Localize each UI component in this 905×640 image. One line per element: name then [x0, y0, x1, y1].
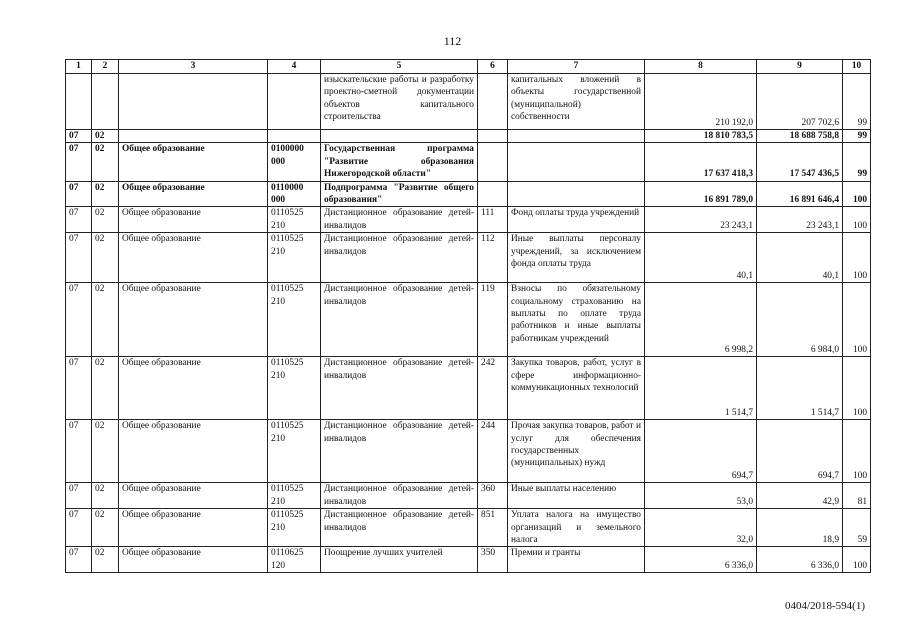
table-row: [66, 74, 871, 130]
table-row: [66, 207, 871, 233]
approved-amount-cell: 1 514,7: [645, 357, 757, 420]
table-row: [66, 181, 871, 207]
subsection-cell: 02: [92, 130, 119, 143]
expense-type-name-cell: Иные выплаты населению: [508, 483, 645, 509]
column-header: 8: [645, 60, 757, 74]
approved-amount-cell: 17 637 418,3: [645, 143, 757, 181]
table-row: [66, 357, 871, 420]
percent-cell: 100: [843, 283, 871, 357]
table-row: [66, 483, 871, 509]
executed-amount-cell: 23 243,1: [757, 207, 843, 233]
expense-type-cell: [478, 130, 508, 143]
section-name-cell: Общее образование: [119, 509, 268, 547]
section-name-cell: [119, 74, 268, 130]
expense-type-cell: 111: [478, 207, 508, 233]
article-name-cell: Дистанционное образование детей-инвалидов: [321, 283, 478, 357]
table-row: [66, 233, 871, 283]
column-header: 7: [508, 60, 645, 74]
article-name-cell: Государственная программа "Развитие образования Нижегородской области": [321, 143, 478, 181]
expense-type-name-cell: [508, 143, 645, 181]
section-name-cell: Общее образование: [119, 143, 268, 181]
expense-type-cell: 851: [478, 509, 508, 547]
expense-type-cell: [478, 181, 508, 207]
approved-amount-cell: 40,1: [645, 233, 757, 283]
approved-amount-cell: 23 243,1: [645, 207, 757, 233]
section-cell: 07: [66, 283, 92, 357]
column-header: 3: [119, 60, 268, 74]
subsection-cell: 02: [92, 207, 119, 233]
subsection-cell: 02: [92, 357, 119, 420]
article-name-cell: [321, 130, 478, 143]
expense-type-cell: 119: [478, 283, 508, 357]
section-name-cell: Общее образование: [119, 233, 268, 283]
executed-amount-cell: 694,7: [757, 420, 843, 483]
target-article-cell: 0110000 000: [268, 181, 321, 207]
percent-cell: 100: [843, 420, 871, 483]
table-header-row: [66, 60, 871, 74]
section-cell: 07: [66, 207, 92, 233]
target-article-cell: 0110525 210: [268, 420, 321, 483]
executed-amount-cell: 6 984,0: [757, 283, 843, 357]
expense-type-cell: [478, 74, 508, 130]
column-header: 10: [843, 60, 871, 74]
executed-amount-cell: 1 514,7: [757, 357, 843, 420]
expense-type-cell: 242: [478, 357, 508, 420]
percent-cell: 59: [843, 509, 871, 547]
article-name-cell: Дистанционное образование детей-инвалидов: [321, 357, 478, 420]
executed-amount-cell: 18,9: [757, 509, 843, 547]
approved-amount-cell: 210 192,0: [645, 74, 757, 130]
article-name-cell: Дистанционное образование детей-инвалидов: [321, 509, 478, 547]
target-article-cell: 0110525 210: [268, 283, 321, 357]
percent-cell: 99: [843, 143, 871, 181]
subsection-cell: 02: [92, 420, 119, 483]
page-number: 112: [443, 34, 462, 48]
article-name-cell: Подпрограмма "Развитие общего образования": [321, 181, 478, 207]
column-header: 9: [757, 60, 843, 74]
expense-type-cell: 350: [478, 547, 508, 573]
expense-type-name-cell: Прочая закупка товаров, работ и услуг для обеспечения государственных (муниципальных) нужд: [508, 420, 645, 483]
section-cell: 07: [66, 357, 92, 420]
target-article-cell: 0110525 210: [268, 357, 321, 420]
percent-cell: 99: [843, 130, 871, 143]
subsection-cell: 02: [92, 143, 119, 181]
target-article-cell: 0100000 000: [268, 143, 321, 181]
table-row: [66, 420, 871, 483]
approved-amount-cell: 18 810 783,5: [645, 130, 757, 143]
table-row: [66, 143, 871, 181]
expense-type-cell: 360: [478, 483, 508, 509]
approved-amount-cell: 16 891 789,0: [645, 181, 757, 207]
target-article-cell: [268, 130, 321, 143]
approved-amount-cell: 32,0: [645, 509, 757, 547]
executed-amount-cell: 18 688 758,8: [757, 130, 843, 143]
percent-cell: 99: [843, 74, 871, 130]
article-name-cell: Дистанционное образование детей-инвалидов: [321, 233, 478, 283]
approved-amount-cell: 6 336,0: [645, 547, 757, 573]
table-row: [66, 547, 871, 573]
section-cell: 07: [66, 130, 92, 143]
expense-type-name-cell: Фонд оплаты труда учреждений: [508, 207, 645, 233]
approved-amount-cell: 53,0: [645, 483, 757, 509]
section-cell: [66, 74, 92, 130]
article-name-cell: Дистанционное образование детей-инвалидов: [321, 483, 478, 509]
target-article-cell: 0110525 210: [268, 509, 321, 547]
column-header: 2: [92, 60, 119, 74]
target-article-cell: [268, 74, 321, 130]
section-name-cell: Общее образование: [119, 283, 268, 357]
executed-amount-cell: 42,9: [757, 483, 843, 509]
percent-cell: 100: [843, 547, 871, 573]
section-cell: 07: [66, 233, 92, 283]
section-name-cell: [119, 130, 268, 143]
approved-amount-cell: 694,7: [645, 420, 757, 483]
executed-amount-cell: 16 891 646,4: [757, 181, 843, 207]
executed-amount-cell: 40,1: [757, 233, 843, 283]
approved-amount-cell: 6 998,2: [645, 283, 757, 357]
expense-type-name-cell: Премии и гранты: [508, 547, 645, 573]
article-name-cell: Дистанционное образование детей-инвалидов: [321, 207, 478, 233]
subsection-cell: 02: [92, 233, 119, 283]
expense-type-name-cell: [508, 181, 645, 207]
percent-cell: 100: [843, 357, 871, 420]
percent-cell: 81: [843, 483, 871, 509]
section-name-cell: Общее образование: [119, 357, 268, 420]
subsection-cell: 02: [92, 547, 119, 573]
executed-amount-cell: 207 702,6: [757, 74, 843, 130]
subsection-cell: [92, 74, 119, 130]
table-row: [66, 130, 871, 143]
executed-amount-cell: 17 547 436,5: [757, 143, 843, 181]
expense-type-name-cell: Закупка товаров, работ, услуг в сфере информационно-коммуникационных технологий: [508, 357, 645, 420]
target-article-cell: 0110525 210: [268, 233, 321, 283]
subsection-cell: 02: [92, 509, 119, 547]
expense-type-cell: 244: [478, 420, 508, 483]
percent-cell: 100: [843, 207, 871, 233]
section-name-cell: Общее образование: [119, 420, 268, 483]
article-name-cell: Дистанционное образование детей-инвалидов: [321, 420, 478, 483]
budget-table: [65, 59, 871, 573]
section-name-cell: Общее образование: [119, 483, 268, 509]
section-cell: 07: [66, 547, 92, 573]
expense-type-name-cell: Уплата налога на имущество организаций и земельного налога: [508, 509, 645, 547]
column-header: 5: [321, 60, 478, 74]
section-name-cell: Общее образование: [119, 547, 268, 573]
column-header: 1: [66, 60, 92, 74]
document-code: 0404/2018-594(1): [784, 600, 865, 612]
subsection-cell: 02: [92, 181, 119, 207]
section-name-cell: Общее образование: [119, 181, 268, 207]
section-cell: 07: [66, 143, 92, 181]
subsection-cell: 02: [92, 483, 119, 509]
column-header: 6: [478, 60, 508, 74]
section-name-cell: Общее образование: [119, 207, 268, 233]
expense-type-cell: [478, 143, 508, 181]
expense-type-name-cell: Взносы по обязательному социальному страхованию на выплаты по оплате труда работников и иные выплаты работникам учреждений: [508, 283, 645, 357]
expense-type-cell: 112: [478, 233, 508, 283]
table-row: [66, 283, 871, 357]
percent-cell: 100: [843, 181, 871, 207]
section-cell: 07: [66, 181, 92, 207]
target-article-cell: 0110525 210: [268, 483, 321, 509]
table-body: [66, 74, 871, 573]
expense-type-name-cell: капитальных вложений в объекты государственной (муниципальной) собственности: [508, 74, 645, 130]
column-header: 4: [268, 60, 321, 74]
table-row: [66, 509, 871, 547]
article-name-cell: Поощрение лучших учителей: [321, 547, 478, 573]
target-article-cell: 0110525 210: [268, 207, 321, 233]
section-cell: 07: [66, 420, 92, 483]
target-article-cell: 0110625 120: [268, 547, 321, 573]
executed-amount-cell: 6 336,0: [757, 547, 843, 573]
expense-type-name-cell: Иные выплаты персоналу учреждений, за исключением фонда оплаты труда: [508, 233, 645, 283]
expense-type-name-cell: [508, 130, 645, 143]
article-name-cell: изыскательские работы и разработку проектно-сметной документации объектов капитального строительства: [321, 74, 478, 130]
section-cell: 07: [66, 483, 92, 509]
subsection-cell: 02: [92, 283, 119, 357]
section-cell: 07: [66, 509, 92, 547]
percent-cell: 100: [843, 233, 871, 283]
